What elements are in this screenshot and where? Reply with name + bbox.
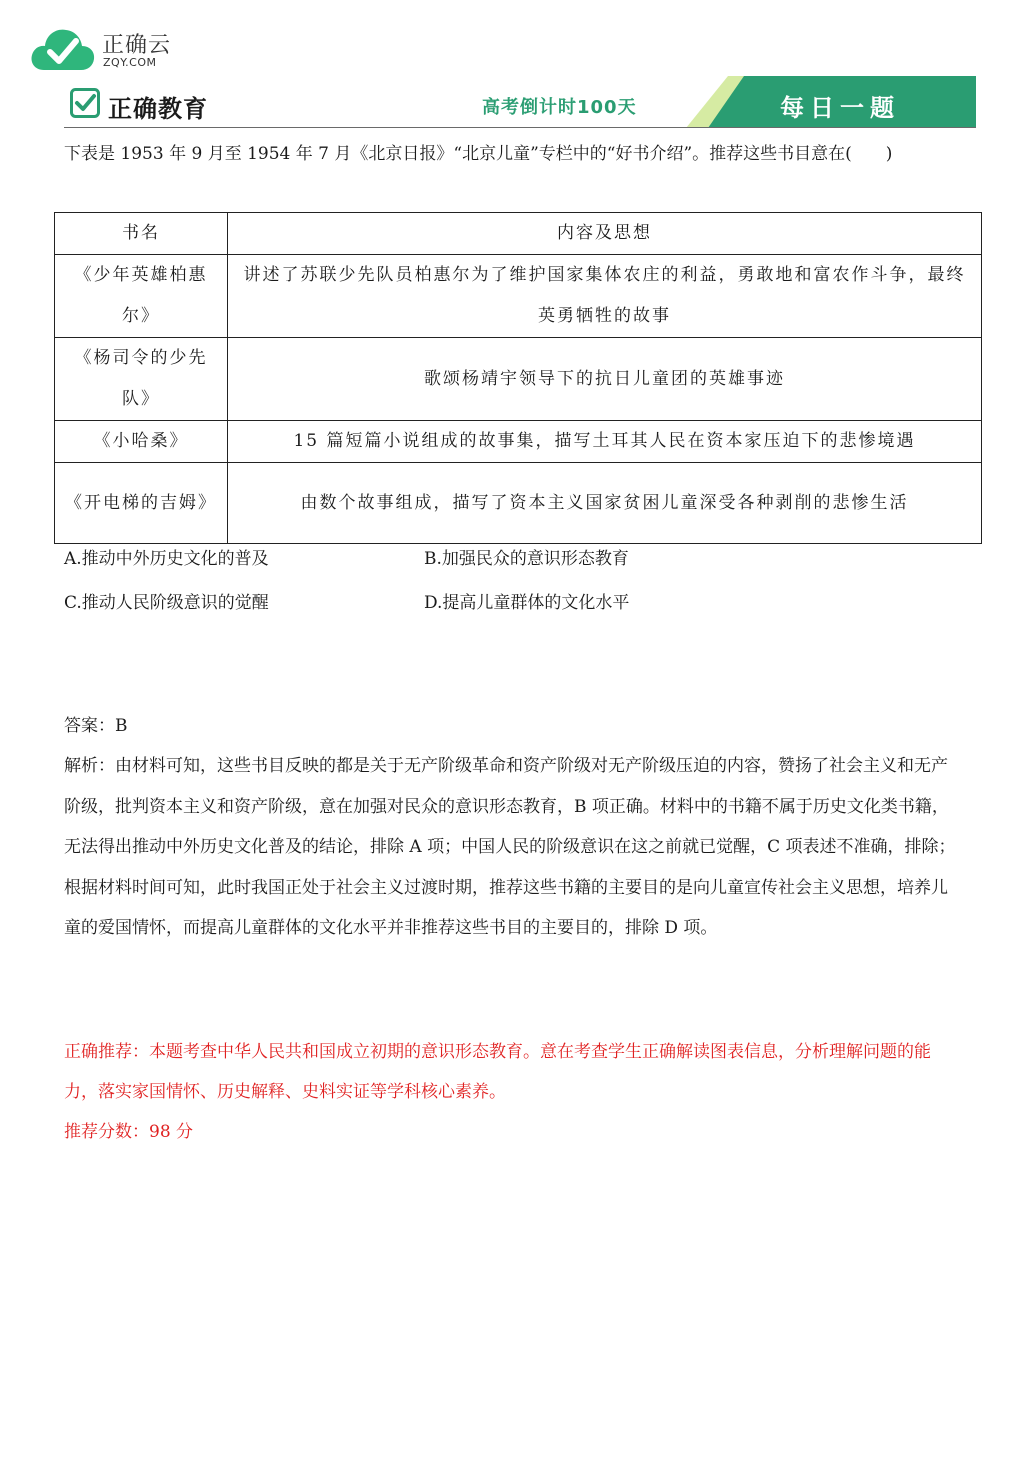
recommend-score: 推荐分数：98 分	[64, 1122, 194, 1142]
books-table	[54, 212, 982, 544]
logo-brand-text: 正确云	[102, 33, 172, 58]
table-row	[55, 255, 982, 338]
book-content: 讲述了苏联少先队员柏惠尔为了维护国家集体农庄的利益，勇敢地和富农作斗争，最终英勇牺牲的故事	[228, 255, 982, 338]
analysis-paragraph: 解析：由材料可知，这些书目反映的都是关于无产阶级革命和资产阶级对无产阶级压迫的内容，赞扬了社会主义和无产阶级，批判资本主义和资产阶级，意在加强对民众的意识形态教育，B 项正确。材料中的书籍不属于历史文化类书籍，无法得出推动中外历史文化普及的结论，排除 A 项；中国人民的阶级意识在这之前就已觉醒，C 项表述不准确，排除；根据材料时间可知，此时我国正处于社会主义过渡时期，推荐这些书籍的主要目的是向儿童宣传社会主义思想，培养儿童的爱国情怀，而提高儿童群体的文化水平并非推荐这些书目的主要目的，排除 D 项。	[64, 756, 956, 938]
logo-domain-text: ZQY.COM	[103, 56, 157, 69]
header-book-name: 书名	[55, 213, 228, 255]
table-row	[55, 463, 982, 544]
table-row	[55, 338, 982, 421]
option-a[interactable]: A.推动中外历史文化的普及	[64, 549, 269, 569]
question-text: 下表是 1953 年 9 月至 1954 年 7 月《北京日报》“北京儿童”专栏中的“好书介绍”。推荐这些书目意在( )	[64, 144, 893, 164]
book-name: 《开电梯的吉姆》	[55, 463, 228, 544]
book-name: 《杨司令的少先队》	[55, 338, 228, 421]
checkbox-icon	[70, 88, 100, 118]
answer-line: 答案：B	[64, 716, 128, 736]
option-d[interactable]: D.提高儿童群体的文化水平	[424, 593, 630, 613]
countdown-text: 高考倒计时100天	[482, 97, 637, 118]
book-content: 歌颂杨靖宇领导下的抗日儿童团的英雄事迹	[228, 338, 982, 421]
book-name: 《少年英雄柏惠尔》	[55, 255, 228, 338]
table-header-row	[55, 213, 982, 255]
book-content: 由数个故事组成，描写了资本主义国家贫困儿童深受各种剥削的悲惨生活	[228, 463, 982, 544]
recommendation-paragraph: 正确推荐：本题考查中华人民共和国成立初期的意识形态教育。意在考查学生正确解读图表信息，分析理解问题的能力，落实家国情怀、历史解释、史料实证等学科核心素养。	[64, 1042, 931, 1102]
daily-question-banner-text: 每日一题	[780, 94, 900, 122]
zqy-logo	[30, 24, 190, 76]
option-c[interactable]: C.推动人民阶级意识的觉醒	[64, 593, 269, 613]
book-name: 《小哈桑》	[55, 421, 228, 463]
table-row	[55, 421, 982, 463]
option-b[interactable]: B.加强民众的意识形态教育	[424, 549, 629, 569]
book-content: 15 篇短篇小说组成的故事集，描写土耳其人民在资本家压迫下的悲惨境遇	[228, 421, 982, 463]
header-content: 内容及思想	[228, 213, 982, 255]
header-title: 正确教育	[108, 95, 208, 123]
cloud-check-icon	[30, 26, 96, 74]
page-header	[64, 76, 976, 132]
header-divider	[64, 127, 976, 128]
